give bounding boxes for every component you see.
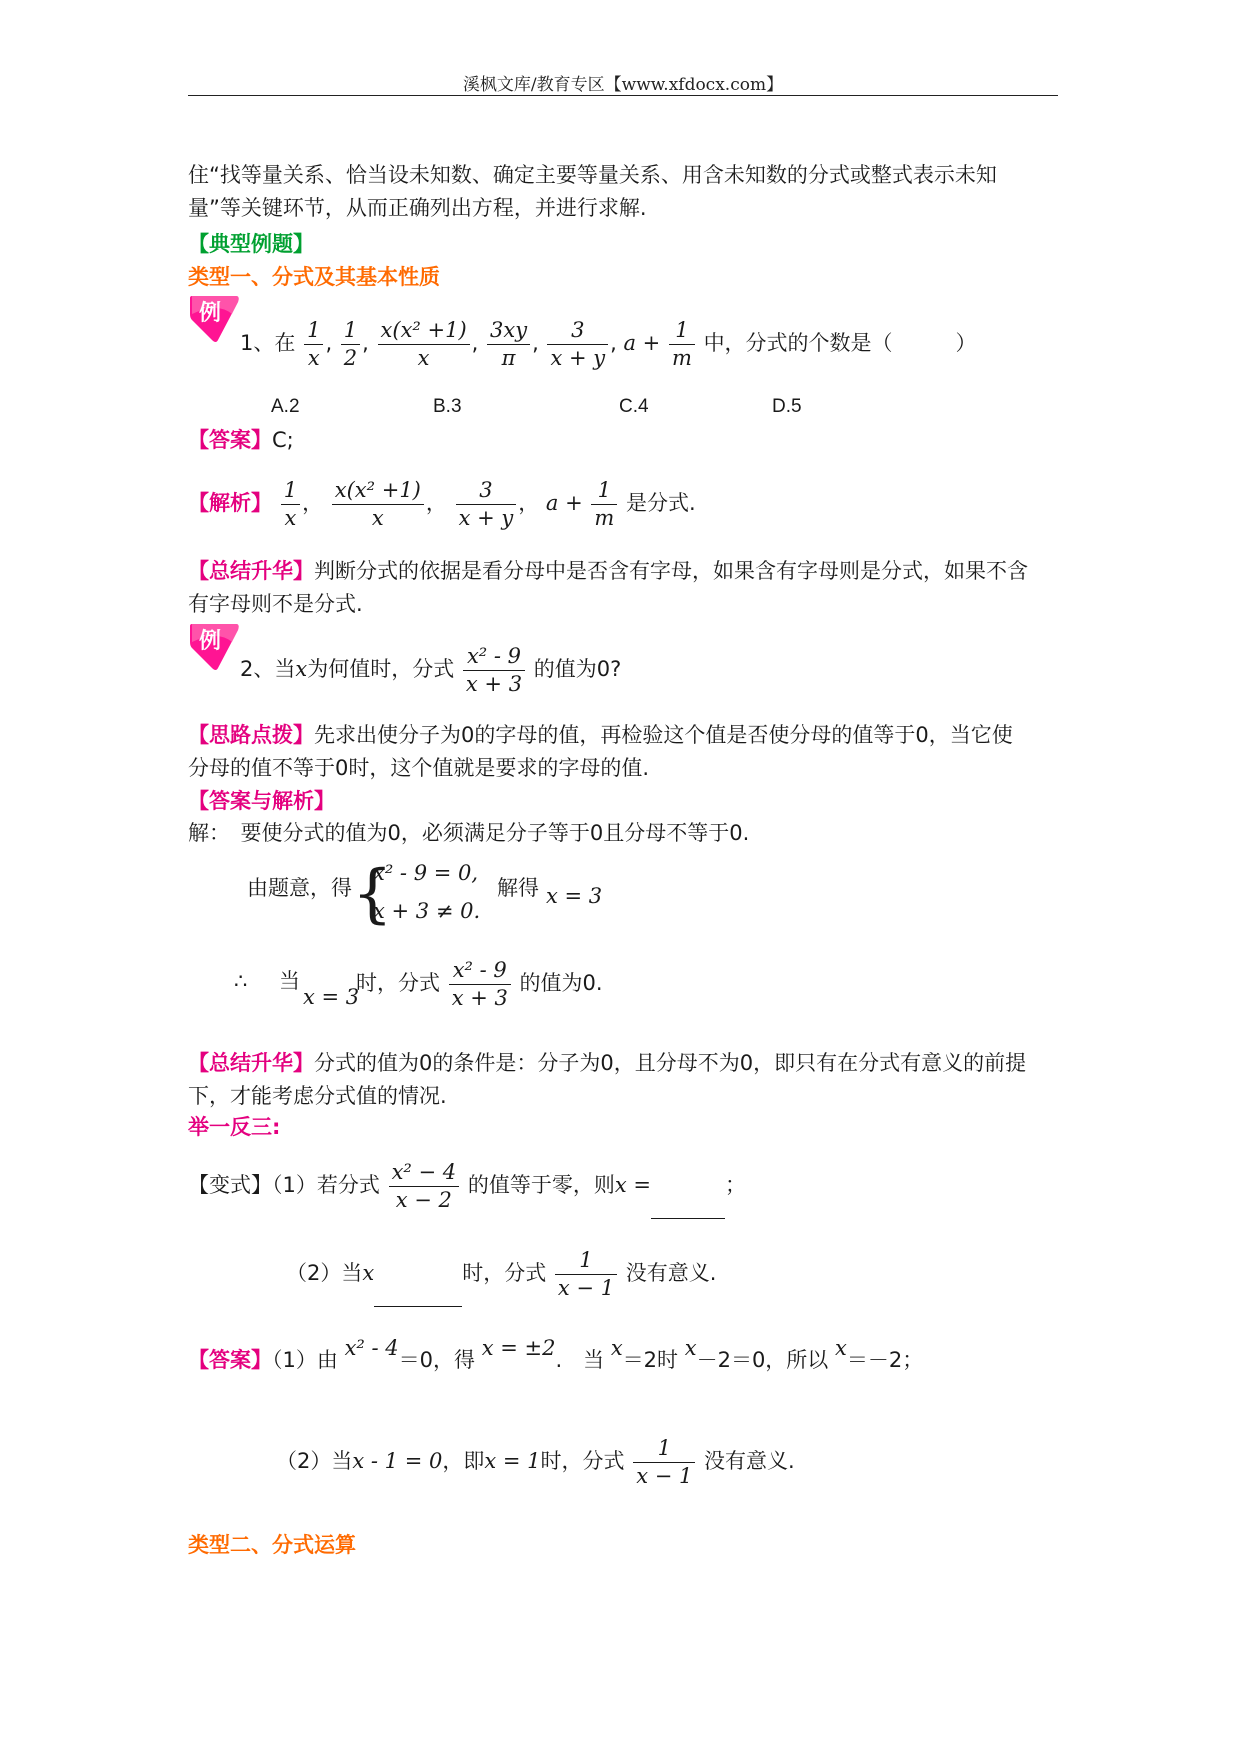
variant-fraction-2: $\frac{1}{x - 1}$ <box>555 1247 617 1301</box>
answer-fraction-1-over-x-minus-1: $\frac{1}{x - 1}$ <box>633 1435 695 1489</box>
conclusion-line: 时，分式 $\frac{\text{x² - 9}}{x + 3}$ 的值为0. <box>356 958 603 1010</box>
example-2-hint-line-1: 【思路点拨】先求出使分子为0的字母的值，再检验这个值是否使分母的值等于0，当它使 <box>188 723 1013 747</box>
intro-line-2: 量”等关键环节，从而正确列出方程，并进行求解. <box>188 196 647 220</box>
analysis-label: 【解析】 <box>188 491 272 515</box>
analysis-1-over-x: $\frac{1}{x}$ <box>281 477 300 531</box>
analysis-x-expr-over-x: $\frac{\text{x(x² +1)}}{x}$ <box>332 477 424 531</box>
example-1-answer <box>188 425 294 455</box>
svg-text:例: 例 <box>199 301 222 326</box>
practice-answer-line-1: 【答案】（1）由 x² - 4＝0，得 x = ±2. 当 x＝2时 x－2＝0，所以 x＝－2； <box>188 1336 924 1372</box>
expr-1-over-x: $\frac{1}{x}$ <box>304 317 323 371</box>
answer-analysis-label: 【答案与解析】 <box>188 789 335 813</box>
therefore-symbol: ∴ <box>234 969 248 993</box>
expr-x-x2-plus-1-over-x: $\frac{\text{x(x² +1)}}{x}$ <box>378 317 470 371</box>
practice-heading: 举一反三: <box>188 1115 281 1139</box>
page-header: 溪枫文库/教育专区【www.xfdocx.com】 <box>462 75 784 95</box>
summary-label: 【总结升华】 <box>188 559 314 583</box>
system-brace: { <box>352 857 393 931</box>
answer-blank-2 <box>374 1240 462 1307</box>
option-b: B.3 <box>433 396 462 417</box>
variant-question-2: （2）当x 时，分式 $\frac{1}{x - 1}$ 没有意义. <box>286 1240 716 1306</box>
conclusion-when: 当 <box>279 969 300 993</box>
option-c: C.4 <box>619 396 649 417</box>
analysis-suffix: 是分式. <box>626 491 696 515</box>
example-badge-icon <box>188 292 240 344</box>
expr-3-over-x-plus-y: $\frac{3}{x + y}$ <box>547 317 608 371</box>
answer-blank-1 <box>651 1152 725 1219</box>
example-1-prefix: 1、在 <box>240 331 296 355</box>
system-equation-1: x² - 9 = 0, <box>373 861 479 885</box>
system-equation-2: x + 3 ≠ 0. <box>373 899 481 923</box>
by-problem-text: 由题意，得 <box>247 876 352 900</box>
practice-answer-line-2: （2）当x - 1 = 0，即x = 1时，分式 $\frac{1}{x - 1}$ 没有意义. <box>276 1436 795 1488</box>
answer-label: 【答案】 <box>188 1348 272 1372</box>
expr-3xy-over-pi: $\frac{3xy}{\pi}$ <box>487 317 530 371</box>
analysis-a-plus: a + <box>545 491 583 515</box>
example-2-question: 2、当x为何值时，分式 $\frac{\text{x² - 9}}{x + 3}$ 的值为0? <box>240 644 622 696</box>
option-d: D.5 <box>772 396 802 417</box>
expr-a-plus: a + <box>623 331 661 355</box>
example-1-analysis: 【解析】 $\frac{1}{x}$ ， $\frac{\text{x(x² +1)}}{x}$ ， $\frac{3}{x + y}$ ， a + $\frac{1}{m}$ 是分式. <box>188 478 696 530</box>
header-rule <box>188 95 1058 96</box>
variant-fraction-1: $\frac{\text{x² − 4}}{x - 2}$ <box>389 1159 460 1213</box>
example-badge-icon <box>188 620 240 672</box>
intro-line-1: 住“找等量关系、恰当设未知数、确定主要等量关系、用含未知数的分式或整式表示未知 <box>188 163 997 187</box>
example-2-summary-line-2: 下，才能考虑分式值的情况. <box>188 1084 447 1108</box>
option-a: A.2 <box>271 396 300 417</box>
expr-1-over-2: $\frac{1}{2}$ <box>341 317 360 371</box>
variable-x: x <box>295 657 308 681</box>
example-2-hint-line-2: 分母的值不等于0时，这个值就是要求的字母的值. <box>188 756 650 780</box>
answer-value: C; <box>272 428 294 452</box>
section-examples-heading: 【典型例题】 <box>188 232 314 256</box>
type1-heading: 类型一、分式及其基本性质 <box>188 265 440 289</box>
solve-text: 解得 <box>497 876 539 900</box>
expr-x2-minus-9-over-x-plus-3: $\frac{\text{x² - 9}}{x + 3}$ <box>463 643 525 697</box>
analysis-1-over-m: $\frac{1}{m}$ <box>591 477 617 531</box>
analysis-3-over-x-plus-y: $\frac{3}{x + y}$ <box>456 477 517 531</box>
answer-label: 【答案】 <box>188 428 272 452</box>
solution-line: 解： 要使分式的值为0，必须满足分子等于0且分母不等于0. <box>188 821 750 845</box>
svg-text:例: 例 <box>199 629 222 654</box>
solve-result: x = 3 <box>546 884 603 908</box>
example-1-question: 1、在 $\frac{1}{x}$ , $\frac{1}{2}$ , $\frac{\text{x(x² +1)}}{x}$ , $\frac{3xy}{\pi}$ , $\frac{3}{x + y}$ , a + $\frac{1}{m}$ 中，分式的个数是（ ） <box>240 318 977 370</box>
example-1-suffix: 中，分式的个数是（ ） <box>703 331 977 355</box>
conclusion-x: x = 3 <box>303 985 360 1009</box>
type2-heading: 类型二、分式运算 <box>188 1533 356 1557</box>
conclusion-fraction: $\frac{\text{x² - 9}}{x + 3}$ <box>449 957 511 1011</box>
summary-label: 【总结升华】 <box>188 1051 314 1075</box>
example-1-summary-line-2: 有字母则不是分式. <box>188 592 363 616</box>
expr-1-over-m: $\frac{1}{m}$ <box>669 317 695 371</box>
variant-question-1: 【变式】（1）若分式 $\frac{\text{x² − 4}}{x - 2}$ 的值等于零，则x = ； <box>188 1152 746 1218</box>
example-2-summary-line-1: 【总结升华】分式的值为0的条件是：分子为0，且分母不为0，即只有在分式有意义的前提 <box>188 1051 1027 1075</box>
hint-label: 【思路点拨】 <box>188 723 314 747</box>
example-1-summary-line-1: 【总结升华】判断分式的依据是看分母中是否含有字母，如果含有字母则是分式，如果不含 <box>188 559 1028 583</box>
